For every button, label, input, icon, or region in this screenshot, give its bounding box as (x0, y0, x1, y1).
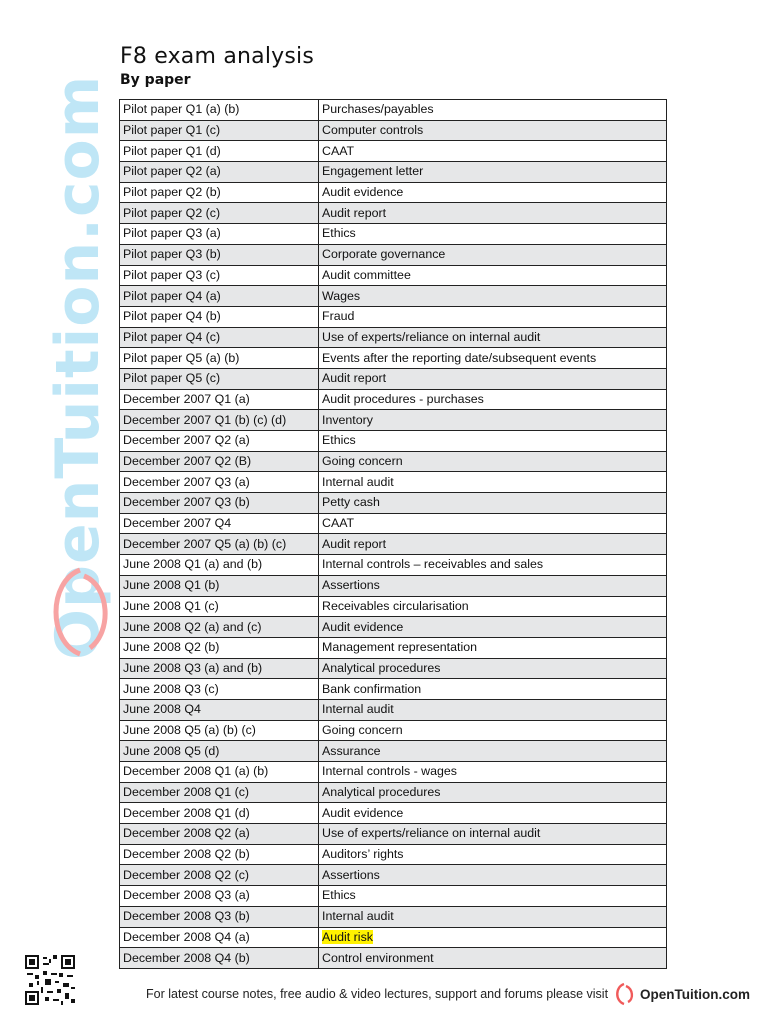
topic-cell: Audit procedures - purchases (319, 389, 667, 410)
topic-cell: Assertions (319, 865, 667, 886)
table-row (120, 348, 667, 369)
opentuition-logo-icon (614, 982, 636, 1006)
topic-cell: Audit committee (319, 265, 667, 286)
paper-cell: December 2007 Q2 (B) (120, 451, 319, 472)
topic-cell (319, 927, 667, 948)
topic-cell: Audit report (319, 368, 667, 389)
topic-cell: CAAT (319, 141, 667, 162)
topic-cell: Computer controls (319, 120, 667, 141)
table-row (120, 865, 667, 886)
paper-cell: Pilot paper Q5 (a) (b) (120, 348, 319, 369)
table-row (120, 658, 667, 679)
exam-analysis-table (119, 99, 667, 969)
table-row (120, 203, 667, 224)
paper-cell: December 2008 Q2 (b) (120, 844, 319, 865)
table-row (120, 141, 667, 162)
topic-cell: Analytical procedures (319, 658, 667, 679)
paper-cell: Pilot paper Q5 (c) (120, 368, 319, 389)
topic-cell: Use of experts/reliance on internal audit (319, 824, 667, 845)
topic-cell: Ethics (319, 431, 667, 452)
footer (146, 982, 750, 1006)
table-row (120, 596, 667, 617)
table-row (120, 182, 667, 203)
topic-cell: Ethics (319, 886, 667, 907)
paper-cell: June 2008 Q5 (d) (120, 741, 319, 762)
topic-cell: Management representation (319, 637, 667, 658)
table-row (120, 927, 667, 948)
paper-cell: June 2008 Q1 (c) (120, 596, 319, 617)
table-row (120, 844, 667, 865)
topic-cell: Audit report (319, 534, 667, 555)
paper-cell: June 2008 Q1 (a) and (b) (120, 555, 319, 576)
topic-cell: Corporate governance (319, 244, 667, 265)
paper-cell: December 2008 Q3 (b) (120, 906, 319, 927)
paper-cell: Pilot paper Q4 (c) (120, 327, 319, 348)
watermark-text: OpenTuition.com (43, 74, 113, 660)
table-row (120, 100, 667, 121)
paper-cell: December 2008 Q1 (a) (b) (120, 762, 319, 783)
table-row (120, 803, 667, 824)
qr-code-icon (25, 955, 75, 1005)
table-row (120, 513, 667, 534)
topic-cell: Fraud (319, 306, 667, 327)
paper-cell: Pilot paper Q1 (a) (b) (120, 100, 319, 121)
table-row (120, 431, 667, 452)
paper-cell: Pilot paper Q4 (b) (120, 306, 319, 327)
table-row (120, 368, 667, 389)
table-row (120, 327, 667, 348)
topic-cell: Audit report (319, 203, 667, 224)
topic-cell: Audit evidence (319, 617, 667, 638)
paper-cell: June 2008 Q3 (a) and (b) (120, 658, 319, 679)
topic-cell: Internal audit (319, 699, 667, 720)
paper-cell: December 2008 Q1 (c) (120, 782, 319, 803)
table-row (120, 224, 667, 245)
table-row (120, 306, 667, 327)
table-row (120, 555, 667, 576)
footer-logo-text[interactable]: OpenTuition.com (640, 986, 751, 1002)
paper-cell: Pilot paper Q1 (c) (120, 120, 319, 141)
table-row (120, 493, 667, 514)
paper-cell: June 2008 Q4 (120, 699, 319, 720)
paper-cell: Pilot paper Q3 (a) (120, 224, 319, 245)
page-subtitle: By paper (120, 72, 191, 88)
paper-cell: June 2008 Q2 (a) and (c) (120, 617, 319, 638)
table-row (120, 575, 667, 596)
table-row (120, 265, 667, 286)
highlighted-topic: Audit risk (322, 929, 373, 944)
topic-cell: Internal audit (319, 472, 667, 493)
paper-cell: Pilot paper Q4 (a) (120, 286, 319, 307)
page-title: F8 exam analysis (120, 44, 314, 69)
topic-cell: Purchases/payables (319, 100, 667, 121)
paper-cell: Pilot paper Q3 (b) (120, 244, 319, 265)
paper-cell: December 2007 Q1 (b) (c) (d) (120, 410, 319, 431)
topic-cell: Petty cash (319, 493, 667, 514)
topic-cell: Internal controls – receivables and sales (319, 555, 667, 576)
table-row (120, 286, 667, 307)
topic-cell: Inventory (319, 410, 667, 431)
topic-cell: CAAT (319, 513, 667, 534)
topic-cell: Assurance (319, 741, 667, 762)
topic-cell: Ethics (319, 224, 667, 245)
table-row (120, 948, 667, 969)
paper-cell: June 2008 Q5 (a) (b) (c) (120, 720, 319, 741)
topic-cell: Control environment (319, 948, 667, 969)
paper-cell: June 2008 Q1 (b) (120, 575, 319, 596)
paper-cell: December 2007 Q5 (a) (b) (c) (120, 534, 319, 555)
table-row (120, 120, 667, 141)
paper-cell: December 2007 Q3 (a) (120, 472, 319, 493)
topic-cell: Internal audit (319, 906, 667, 927)
table-row (120, 451, 667, 472)
topic-cell: Events after the reporting date/subsequent events (319, 348, 667, 369)
paper-cell: December 2008 Q2 (c) (120, 865, 319, 886)
topic-cell: Use of experts/reliance on internal audit (319, 327, 667, 348)
paper-cell: Pilot paper Q2 (c) (120, 203, 319, 224)
topic-cell: Receivables circularisation (319, 596, 667, 617)
paper-cell: Pilot paper Q2 (a) (120, 162, 319, 183)
table-row (120, 679, 667, 700)
table-row (120, 699, 667, 720)
paper-cell: December 2007 Q3 (b) (120, 493, 319, 514)
paper-cell: December 2008 Q1 (d) (120, 803, 319, 824)
paper-cell: Pilot paper Q1 (d) (120, 141, 319, 162)
topic-cell: Audit evidence (319, 182, 667, 203)
topic-cell: Going concern (319, 720, 667, 741)
table-row (120, 906, 667, 927)
topic-cell: Analytical procedures (319, 782, 667, 803)
table-row (120, 762, 667, 783)
topic-cell: Auditors’ rights (319, 844, 667, 865)
paper-cell: December 2008 Q2 (a) (120, 824, 319, 845)
paper-cell: Pilot paper Q3 (c) (120, 265, 319, 286)
paper-cell: Pilot paper Q2 (b) (120, 182, 319, 203)
topic-cell: Audit evidence (319, 803, 667, 824)
paper-cell: December 2008 Q4 (b) (120, 948, 319, 969)
paper-cell: December 2007 Q1 (a) (120, 389, 319, 410)
table-row (120, 782, 667, 803)
table-row (120, 410, 667, 431)
table-row (120, 637, 667, 658)
paper-cell: December 2007 Q2 (a) (120, 431, 319, 452)
topic-cell: Going concern (319, 451, 667, 472)
topic-cell: Bank confirmation (319, 679, 667, 700)
topic-cell: Internal controls - wages (319, 762, 667, 783)
table-row (120, 534, 667, 555)
table-row (120, 162, 667, 183)
table-row (120, 389, 667, 410)
opentuition-logo-icon (40, 562, 120, 662)
table-row (120, 244, 667, 265)
topic-cell: Wages (319, 286, 667, 307)
paper-cell: December 2007 Q4 (120, 513, 319, 534)
paper-cell: June 2008 Q2 (b) (120, 637, 319, 658)
topic-cell: Engagement letter (319, 162, 667, 183)
table-row (120, 741, 667, 762)
table-row (120, 824, 667, 845)
paper-cell: December 2008 Q4 (a) (120, 927, 319, 948)
table-row (120, 617, 667, 638)
table-row (120, 720, 667, 741)
paper-cell: June 2008 Q3 (c) (120, 679, 319, 700)
paper-cell: December 2008 Q3 (a) (120, 886, 319, 907)
table-row (120, 472, 667, 493)
footer-text: For latest course notes, free audio & video lectures, support and forums please visit (146, 987, 609, 1001)
topic-cell: Assertions (319, 575, 667, 596)
table-row (120, 886, 667, 907)
